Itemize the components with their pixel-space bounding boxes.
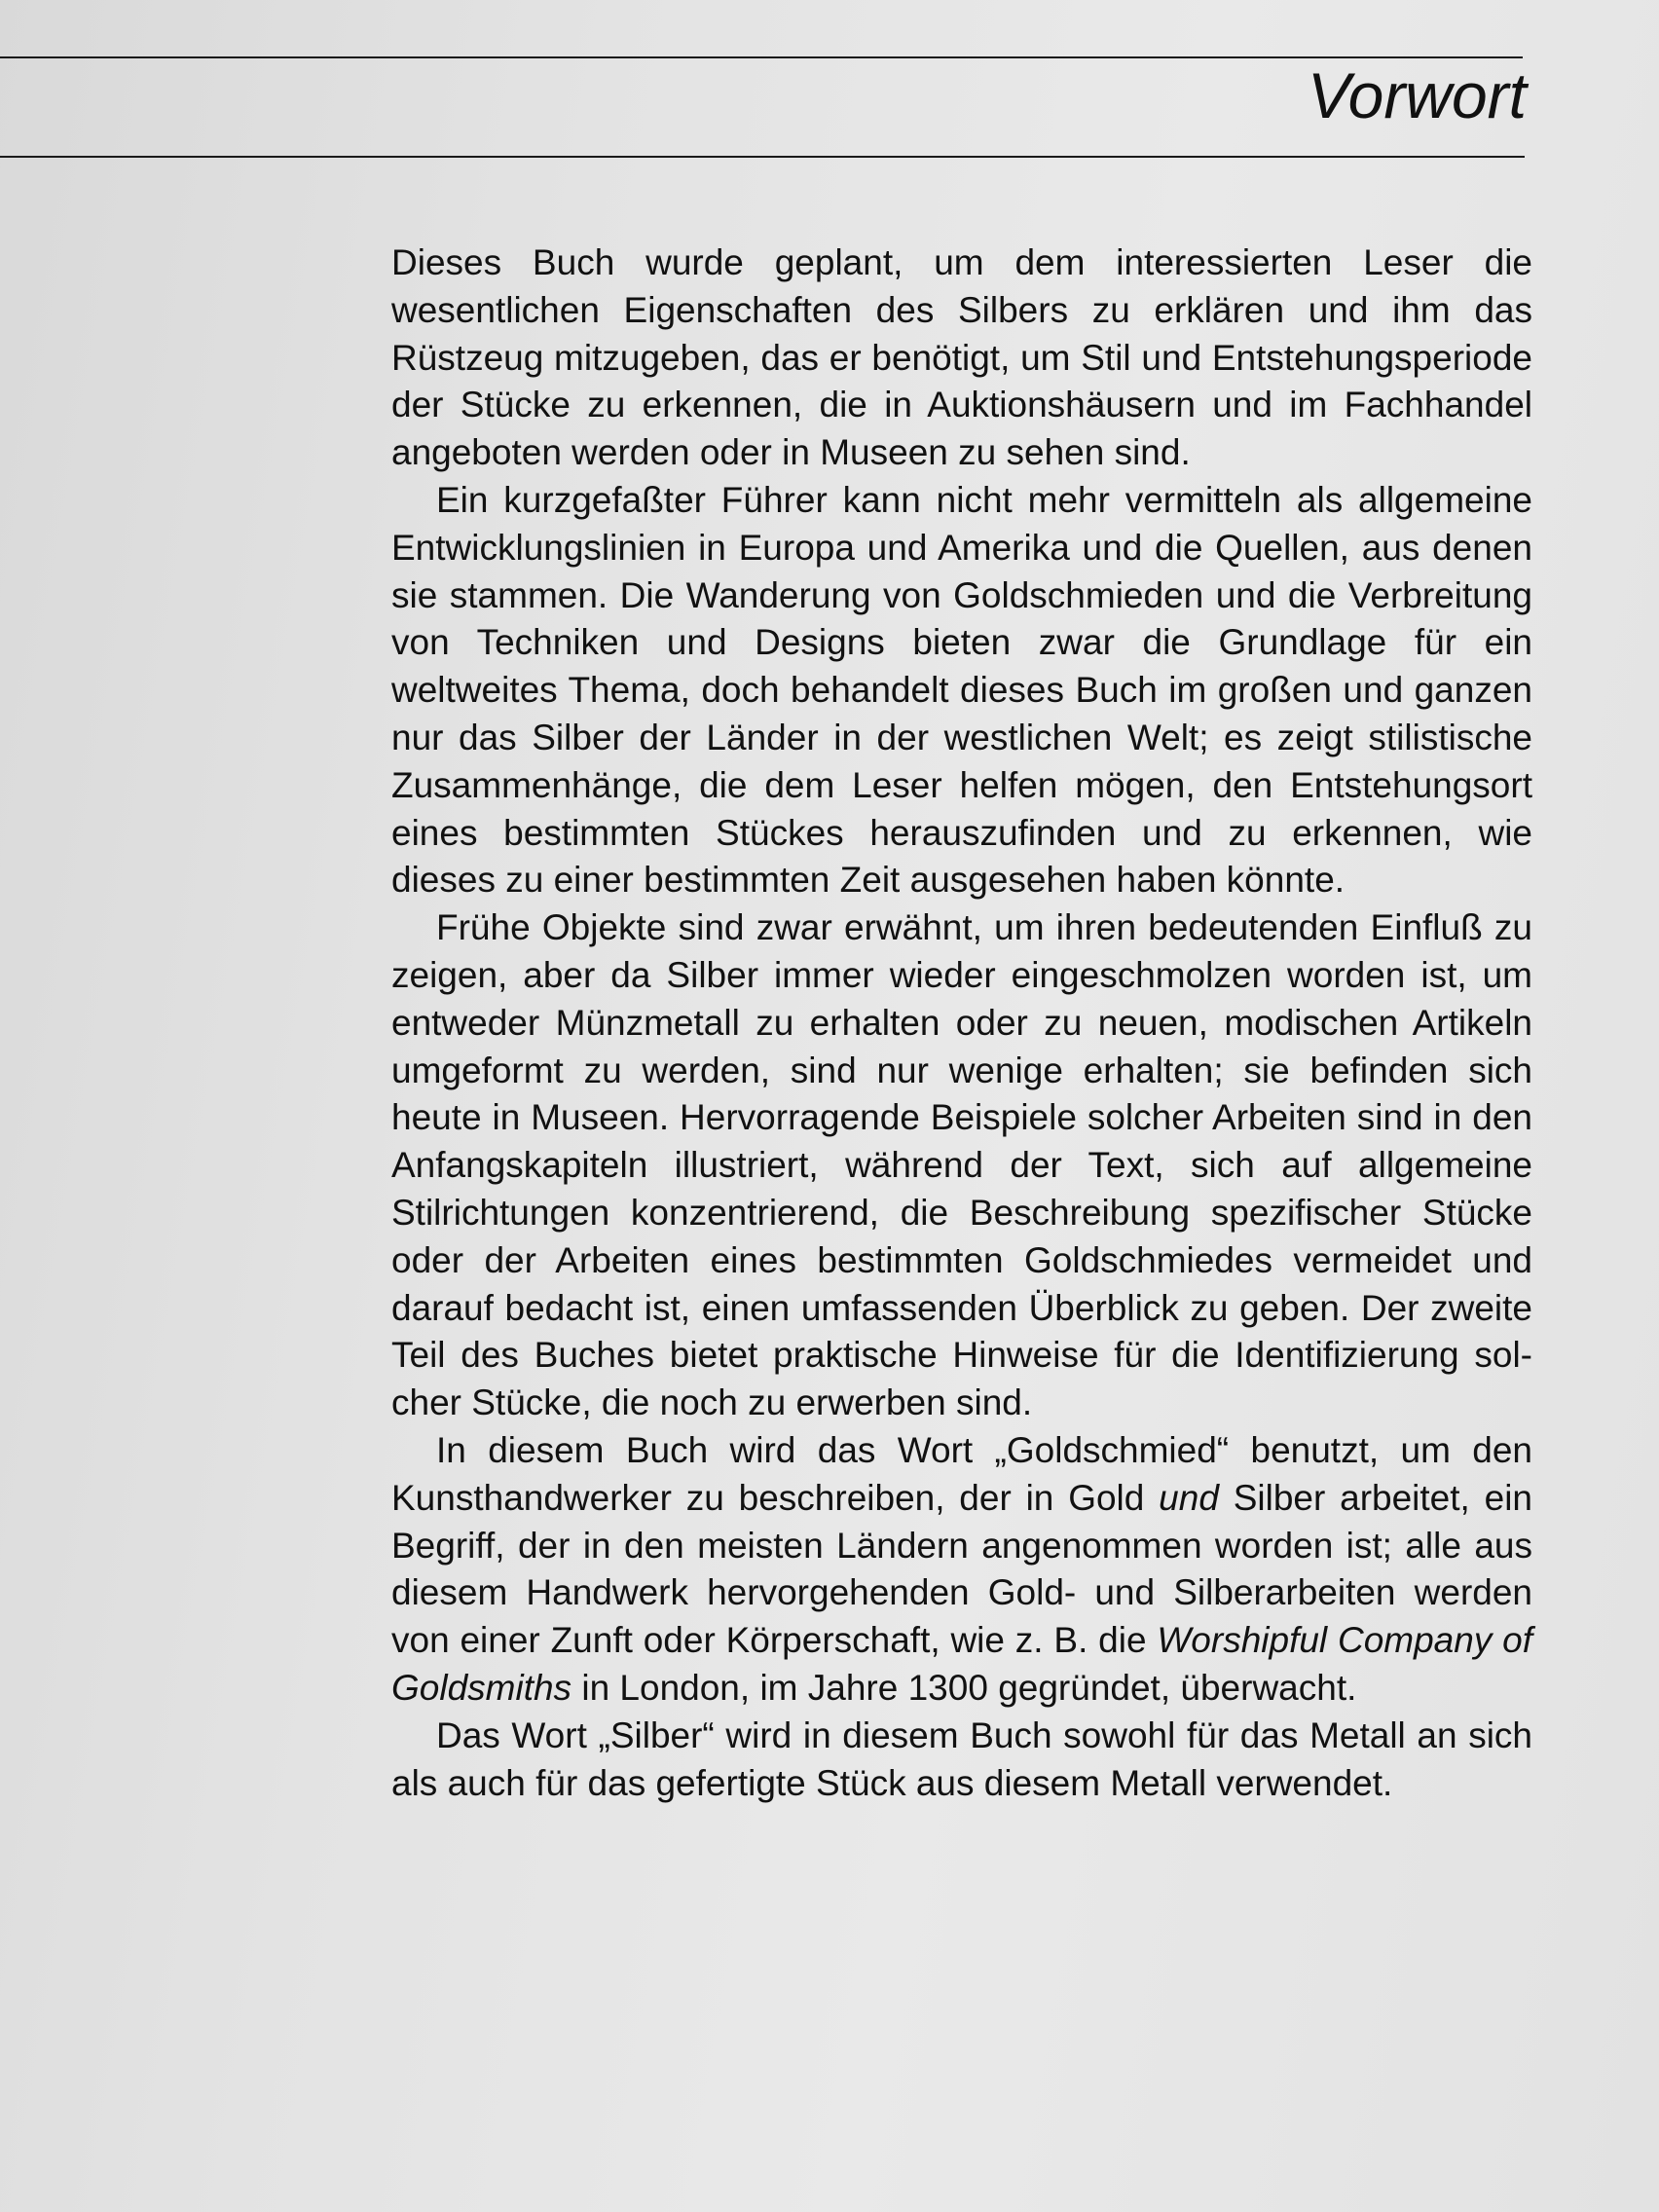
header-bottom-rule <box>0 156 1525 158</box>
paragraph-4-emphasis-und: und <box>1159 1477 1219 1518</box>
paragraph-1: Dieses Buch wurde geplant, um dem interessierten Leser die wesentlichen Eigenschaften des Silbers zu erklären und ihm das Rüstzeug mitzugeben, das er benötigt, um Stil und Entstehungsperiode der Stücke zu erkennen, die in Auktionshäusern und im Fachhandel angeboten werden oder in Museen zu sehen sind. <box>391 242 1532 473</box>
paragraph-4-emphasis-company: Worshipful Company of Goldsmiths <box>391 1620 1533 1708</box>
paragraph-5: Das Wort „Silber“ wird in diesem Buch sowohl für das Metall an sich als auch für das gefertigte Stück aus diesem Metall verwendet. <box>391 1714 1532 1803</box>
paragraph-4 <box>391 1427 1532 1713</box>
paragraph-3: Frühe Objekte sind zwar erwähnt, um ihren bedeutenden Einfluß zu zeigen, aber da Silber immer wieder eingeschmolzen worden ist, um entweder Münzmetall zu erhalten oder zu neuen, modischen Artikeln umgeformt zu werden, sind nur wenige erhalten; sie befinden sich heute in Museen. Hervorragende Beispiele solcher Arbeiten sind in den Anfangskapiteln illustriert, während der Text, sich auf allgemeine Stilrichtungen konzentrierend, die Beschreibung spezifischer Stücke oder der Arbeiten eines bestimmten Goldschmiedes vermeidet und darauf bedacht ist, einen umfassenden Überblick zu geben. Der zweite Teil des Buches bietet praktische Hinweise für die Identifizierung solcher Stücke, die noch zu erwerben sind. <box>391 907 1532 1423</box>
paragraph-4-text-c: in London, im Jahre 1300 gegründet, überwacht. <box>571 1667 1357 1708</box>
page-title: Vorwort <box>1308 59 1527 131</box>
paragraph-4-text-b: Silber arbeitet, ein Begriff, der in den meisten Ländern angenommen worden ist; alle aus diesem Handwerk hervorgehenden Gold- und Silberarbeiten werden von einer Zunft oder Körperschaft, wie z. B. die <box>391 1477 1532 1661</box>
header-top-rule <box>0 56 1523 58</box>
paragraph-2: Ein kurzgefaßter Führer kann nicht mehr vermitteln als allgemeine Entwicklungslinien in Europa und Amerika und die Quellen, aus denen sie stammen. Die Wanderung von Goldschmieden und die Verbreitung von Techniken und Designs bieten zwar die Grundlage für ein weltweites Thema, doch behandelt dieses Buch im großen und ganzen nur das Silber der Länder in der westlichen Welt; es zeigt stilistische Zusammenhänge, die dem Leser helfen mögen, den Entstehungsort eines bestimmten Stückes herauszufinden und zu erkennen, wie dieses zu einer bestimmten Zeit ausgesehen haben könnte. <box>391 479 1532 901</box>
foreword-body <box>391 240 1532 1807</box>
paragraph-4-text-a: In diesem Buch wird das Wort „Goldschmied“ benutzt, um den Kunsthandwerker zu beschreiben, der in Gold <box>391 1429 1532 1518</box>
